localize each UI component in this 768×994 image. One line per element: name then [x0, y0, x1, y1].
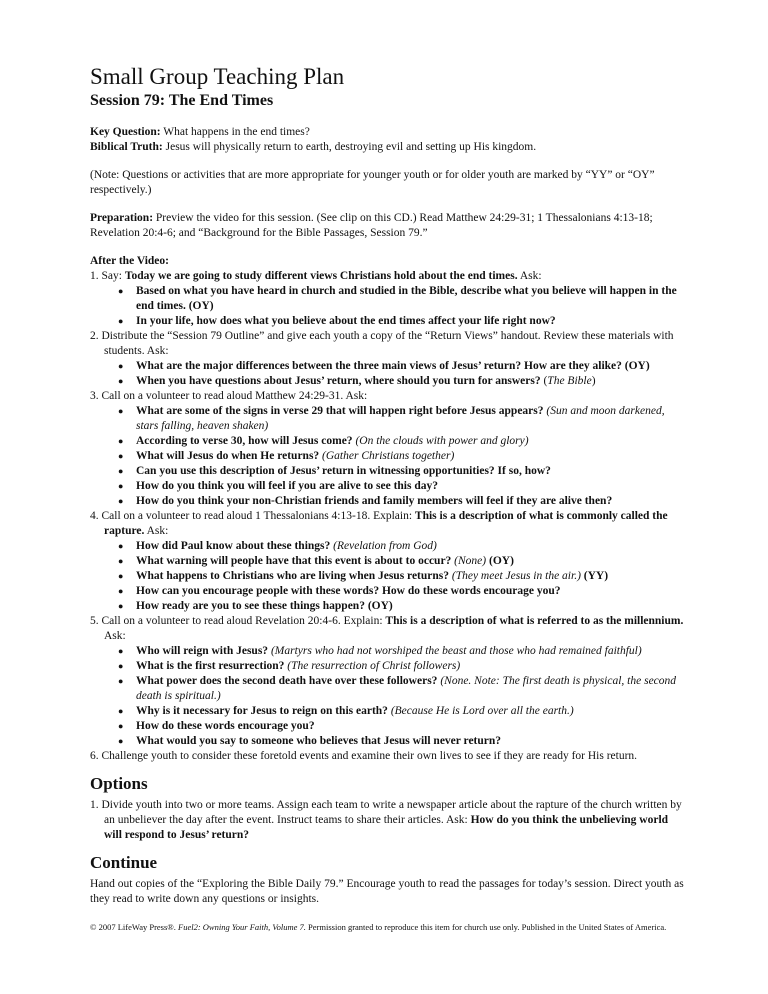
question: What will Jesus do when He returns?	[136, 450, 320, 462]
continue-paragraph: Hand out copies of the “Exploring the Bible Daily 79.” Encourage youth to read the passages for today’s session. Direct youth as they read to write down any questions or insights.	[90, 878, 684, 905]
list-item	[118, 569, 688, 584]
after-video-label	[90, 254, 688, 269]
question: How do these words encourage you?	[136, 720, 315, 732]
option-1	[90, 798, 688, 843]
answer: (Revelation from God)	[330, 540, 437, 552]
question: Can you use this description of Jesus’ return in witnessing opportunities? If so, how?	[136, 465, 551, 477]
answer: (Martyrs who had not worshiped the beast and those who had remained faithful)	[268, 645, 642, 657]
step-text: 4. Call on a volunteer to read aloud 1 Thessalonians 4:13-18. Explain:	[90, 510, 415, 522]
question: What are some of the signs in verse 29 that will happen right before Jesus appears?	[136, 405, 544, 417]
biblical-truth-text: Jesus will physically return to earth, destroying evil and setting up His kingdom.	[162, 141, 537, 153]
list-item	[118, 554, 688, 569]
list-item	[118, 314, 688, 329]
continue-heading: Continue	[90, 853, 158, 872]
list-item	[118, 659, 688, 674]
age-tag: (OY)	[486, 555, 514, 567]
answer-paren: (	[540, 375, 548, 387]
step-1-questions	[104, 284, 688, 329]
question: How can you encourage people with these words? How do these words encourage you?	[136, 585, 561, 597]
list-item	[118, 584, 688, 599]
list-item	[118, 374, 688, 389]
step-text: Ask:	[104, 630, 126, 642]
list-item	[118, 464, 688, 479]
page-title: Small Group Teaching Plan	[90, 64, 345, 89]
step-text: Say:	[101, 270, 125, 282]
option-text: 1. Divide youth into two or more teams. Assign each team to write a newspaper article about the rapture of the church written by an unbeliever the day after the event. Instruct teams to share their articles. Ask:	[90, 799, 682, 826]
session-subtitle: Session 79: The End Times	[90, 92, 274, 109]
footer-title: Fuel2: Owning Your Faith, Volume 7.	[178, 922, 306, 932]
step-text: Ask:	[517, 270, 542, 282]
step-3	[90, 389, 688, 509]
question: In your life, how does what you believe about the end times affect your life right now?	[136, 315, 556, 327]
step-number: 1.	[90, 270, 102, 282]
question: How ready are you to see these things happen? (OY)	[136, 600, 393, 612]
question: What are the major differences between the three main views of Jesus’ return? How are they alike? (OY)	[136, 360, 650, 372]
step-2	[90, 329, 688, 389]
step-text: 5. Call on a volunteer to read aloud Revelation 20:4-6. Explain:	[90, 615, 386, 627]
step-bold: Today we are going to study different views Christians hold about the end times.	[124, 270, 518, 282]
list-item	[118, 479, 688, 494]
step-5	[90, 614, 688, 749]
step-1	[90, 269, 688, 329]
question: Who will reign with Jesus?	[136, 645, 269, 657]
question: What warning will people have that this event is about to occur?	[136, 555, 452, 567]
copyright-footer	[90, 921, 666, 933]
step-4-questions	[104, 539, 688, 614]
list-item	[118, 704, 688, 719]
question: According to verse 30, how will Jesus come?	[136, 435, 353, 447]
footer-text: © 2007 LifeWay Press®.	[90, 922, 179, 932]
answer: (Gather Christians together)	[319, 450, 455, 462]
answer: (None. Note: The first death is physical, the second death is spiritual.)	[136, 675, 677, 702]
question: What would you say to someone who believes that Jesus will never return?	[136, 735, 502, 747]
question: How do you think your non-Christian friends and family members will feel if they are alive then?	[136, 495, 613, 507]
question: What happens to Christians who are living when Jesus returns?	[136, 570, 449, 582]
answer-paren: )	[591, 375, 596, 387]
step-2-questions	[104, 359, 688, 389]
question: Based on what you have heard in church and studied in the Bible, describe what you believe will happen in the end times. (OY)	[136, 285, 677, 312]
key-question-text: What happens in the end times?	[160, 126, 310, 138]
list-item	[118, 284, 688, 314]
step-5-questions	[104, 644, 688, 749]
list-item	[118, 449, 688, 464]
list-item	[118, 599, 688, 614]
answer: (The resurrection of Christ followers)	[284, 660, 461, 672]
step-6	[90, 749, 688, 764]
options-heading: Options	[90, 774, 148, 793]
answer: (Sun and moon darkened, stars falling, heaven shaken)	[136, 405, 665, 432]
answer: (Because He is Lord over all the earth.)	[387, 705, 574, 717]
list-item	[118, 734, 688, 749]
question: What is the first resurrection?	[136, 660, 285, 672]
key-question	[90, 125, 688, 140]
biblical-truth-label: Biblical Truth:	[90, 141, 163, 153]
list-item	[118, 359, 688, 374]
step-text: 2. Distribute the “Session 79 Outline” and give each youth a copy of the “Return Views” handout. Review these materials with students. Ask:	[90, 330, 674, 357]
step-bold: This is a description of what is commonly called the rapture.	[104, 510, 668, 537]
biblical-truth	[90, 140, 688, 155]
step-bold: This is a description of what is referred to as the millennium.	[385, 615, 684, 627]
note-paragraph: (Note: Questions or activities that are more appropriate for younger youth or for older youth are marked by “YY” or “OY” respectively.)	[90, 169, 655, 196]
answer: The Bible	[547, 375, 592, 387]
option-question: How do you think the unbelieving world will respond to Jesus’ return?	[104, 814, 669, 841]
preparation-text: Preview the video for this session. (See clip on this CD.) Read Matthew 24:29-31; 1 Thessalonians 4:13-18; Revelation 20:4-6; and “Background for the Bible Passages, Session 79.”	[90, 212, 653, 239]
list-item	[118, 434, 688, 449]
question: When you have questions about Jesus’ return, where should you turn for answers?	[136, 375, 541, 387]
age-tag: (YY)	[580, 570, 609, 582]
preparation-paragraph	[90, 211, 688, 241]
question: How did Paul know about these things?	[136, 540, 331, 552]
step-text: 6. Challenge youth to consider these foretold events and examine their own lives to see if they are ready for His return.	[90, 750, 638, 762]
question: How do you think you will feel if you are alive to see this day?	[136, 480, 438, 492]
footer-text: Permission granted to reproduce this item for church use only. Published in the United States of America.	[305, 922, 667, 932]
answer: (None)	[451, 555, 487, 567]
list-item	[118, 719, 688, 734]
list-item	[118, 404, 688, 434]
list-item	[118, 494, 688, 509]
question: What power does the second death have over these followers?	[136, 675, 438, 687]
options-list	[90, 798, 688, 843]
answer: (On the clouds with power and glory)	[352, 435, 529, 447]
after-video-heading: After the Video:	[90, 255, 169, 267]
answer: (They meet Jesus in the air.)	[449, 570, 581, 582]
step-4	[90, 509, 688, 614]
key-question-label: Key Question:	[90, 126, 161, 138]
list-item	[118, 539, 688, 554]
step-3-questions	[104, 404, 688, 509]
question: Why is it necessary for Jesus to reign on this earth?	[136, 705, 388, 717]
list-item	[118, 644, 688, 659]
list-item	[118, 674, 688, 704]
steps-list	[90, 269, 688, 764]
step-text: Ask:	[144, 525, 169, 537]
step-text: 3. Call on a volunteer to read aloud Matthew 24:29-31. Ask:	[90, 390, 368, 402]
preparation-label: Preparation:	[90, 212, 154, 224]
